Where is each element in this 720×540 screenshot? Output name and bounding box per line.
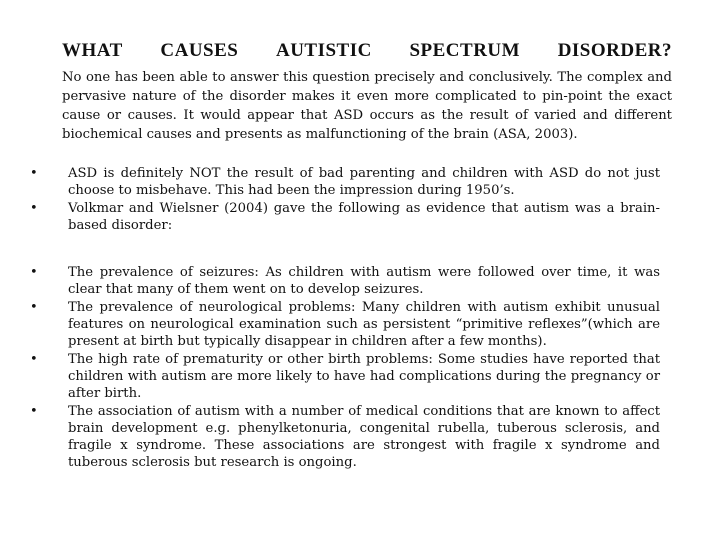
list-item (30, 200, 660, 234)
list-item-text: The high rate of prematurity or other birth problems: Some studies have reported that children with autism are more likely to have had complications during the pregnancy or after birth. (68, 352, 660, 401)
list-item-text: ASD is definitely NOT the result of bad parenting and children with ASD do not just choose to misbehave. This had been the impression during 1950’s. (68, 166, 660, 198)
list-item-text: The prevalence of seizures: As children with autism were followed over time, it was clear that many of them went on to develop seizures. (68, 265, 660, 297)
list-item (30, 351, 660, 402)
bullet-icon: • (30, 352, 38, 367)
bullet-icon: • (30, 265, 38, 280)
bullet-list-primary (30, 165, 660, 235)
intro-paragraph: No one has been able to answer this question precisely and conclusively. The complex and pervasive nature of the disorder makes it even more complicated to pin-point the exact cause or causes. It would appear that ASD occurs as the result of varied and different biochemical causes and presents as malfunctioning of the brain (ASA, 2003). (62, 70, 672, 142)
title-word: AUTISTIC (275, 40, 372, 61)
bullet-icon: • (30, 201, 38, 216)
page-title (62, 40, 672, 62)
title-word: DISORDER? (557, 40, 672, 61)
title-word: CAUSES (160, 40, 239, 61)
list-item (30, 403, 660, 471)
list-item-text: The association of autism with a number of medical conditions that are known to affect brain development e.g. phenylketonuria, congenital rubella, tuberous sclerosis, and fragile x syndrome. These associations are strongest with fragile x syndrome and tuberous sclerosis but research is ongoing. (68, 404, 660, 470)
title-word: WHAT (62, 40, 123, 61)
list-item (30, 264, 660, 298)
bullet-icon: • (30, 404, 38, 419)
list-item (30, 299, 660, 350)
bullet-list-evidence (30, 264, 660, 472)
list-item-text: Volkmar and Wielsner (2004) gave the following as evidence that autism was a brain-based disorder: (68, 201, 660, 233)
list-item-text: The prevalence of neurological problems: Many children with autism exhibit unusual features on neurological examination such as persistent “primitive reflexes”(which are present at birth but typically disappear in children after a few months). (68, 300, 660, 349)
title-word: SPECTRUM (409, 40, 521, 61)
bullet-icon: • (30, 300, 38, 315)
bullet-icon: • (30, 166, 38, 181)
list-item (30, 165, 660, 199)
